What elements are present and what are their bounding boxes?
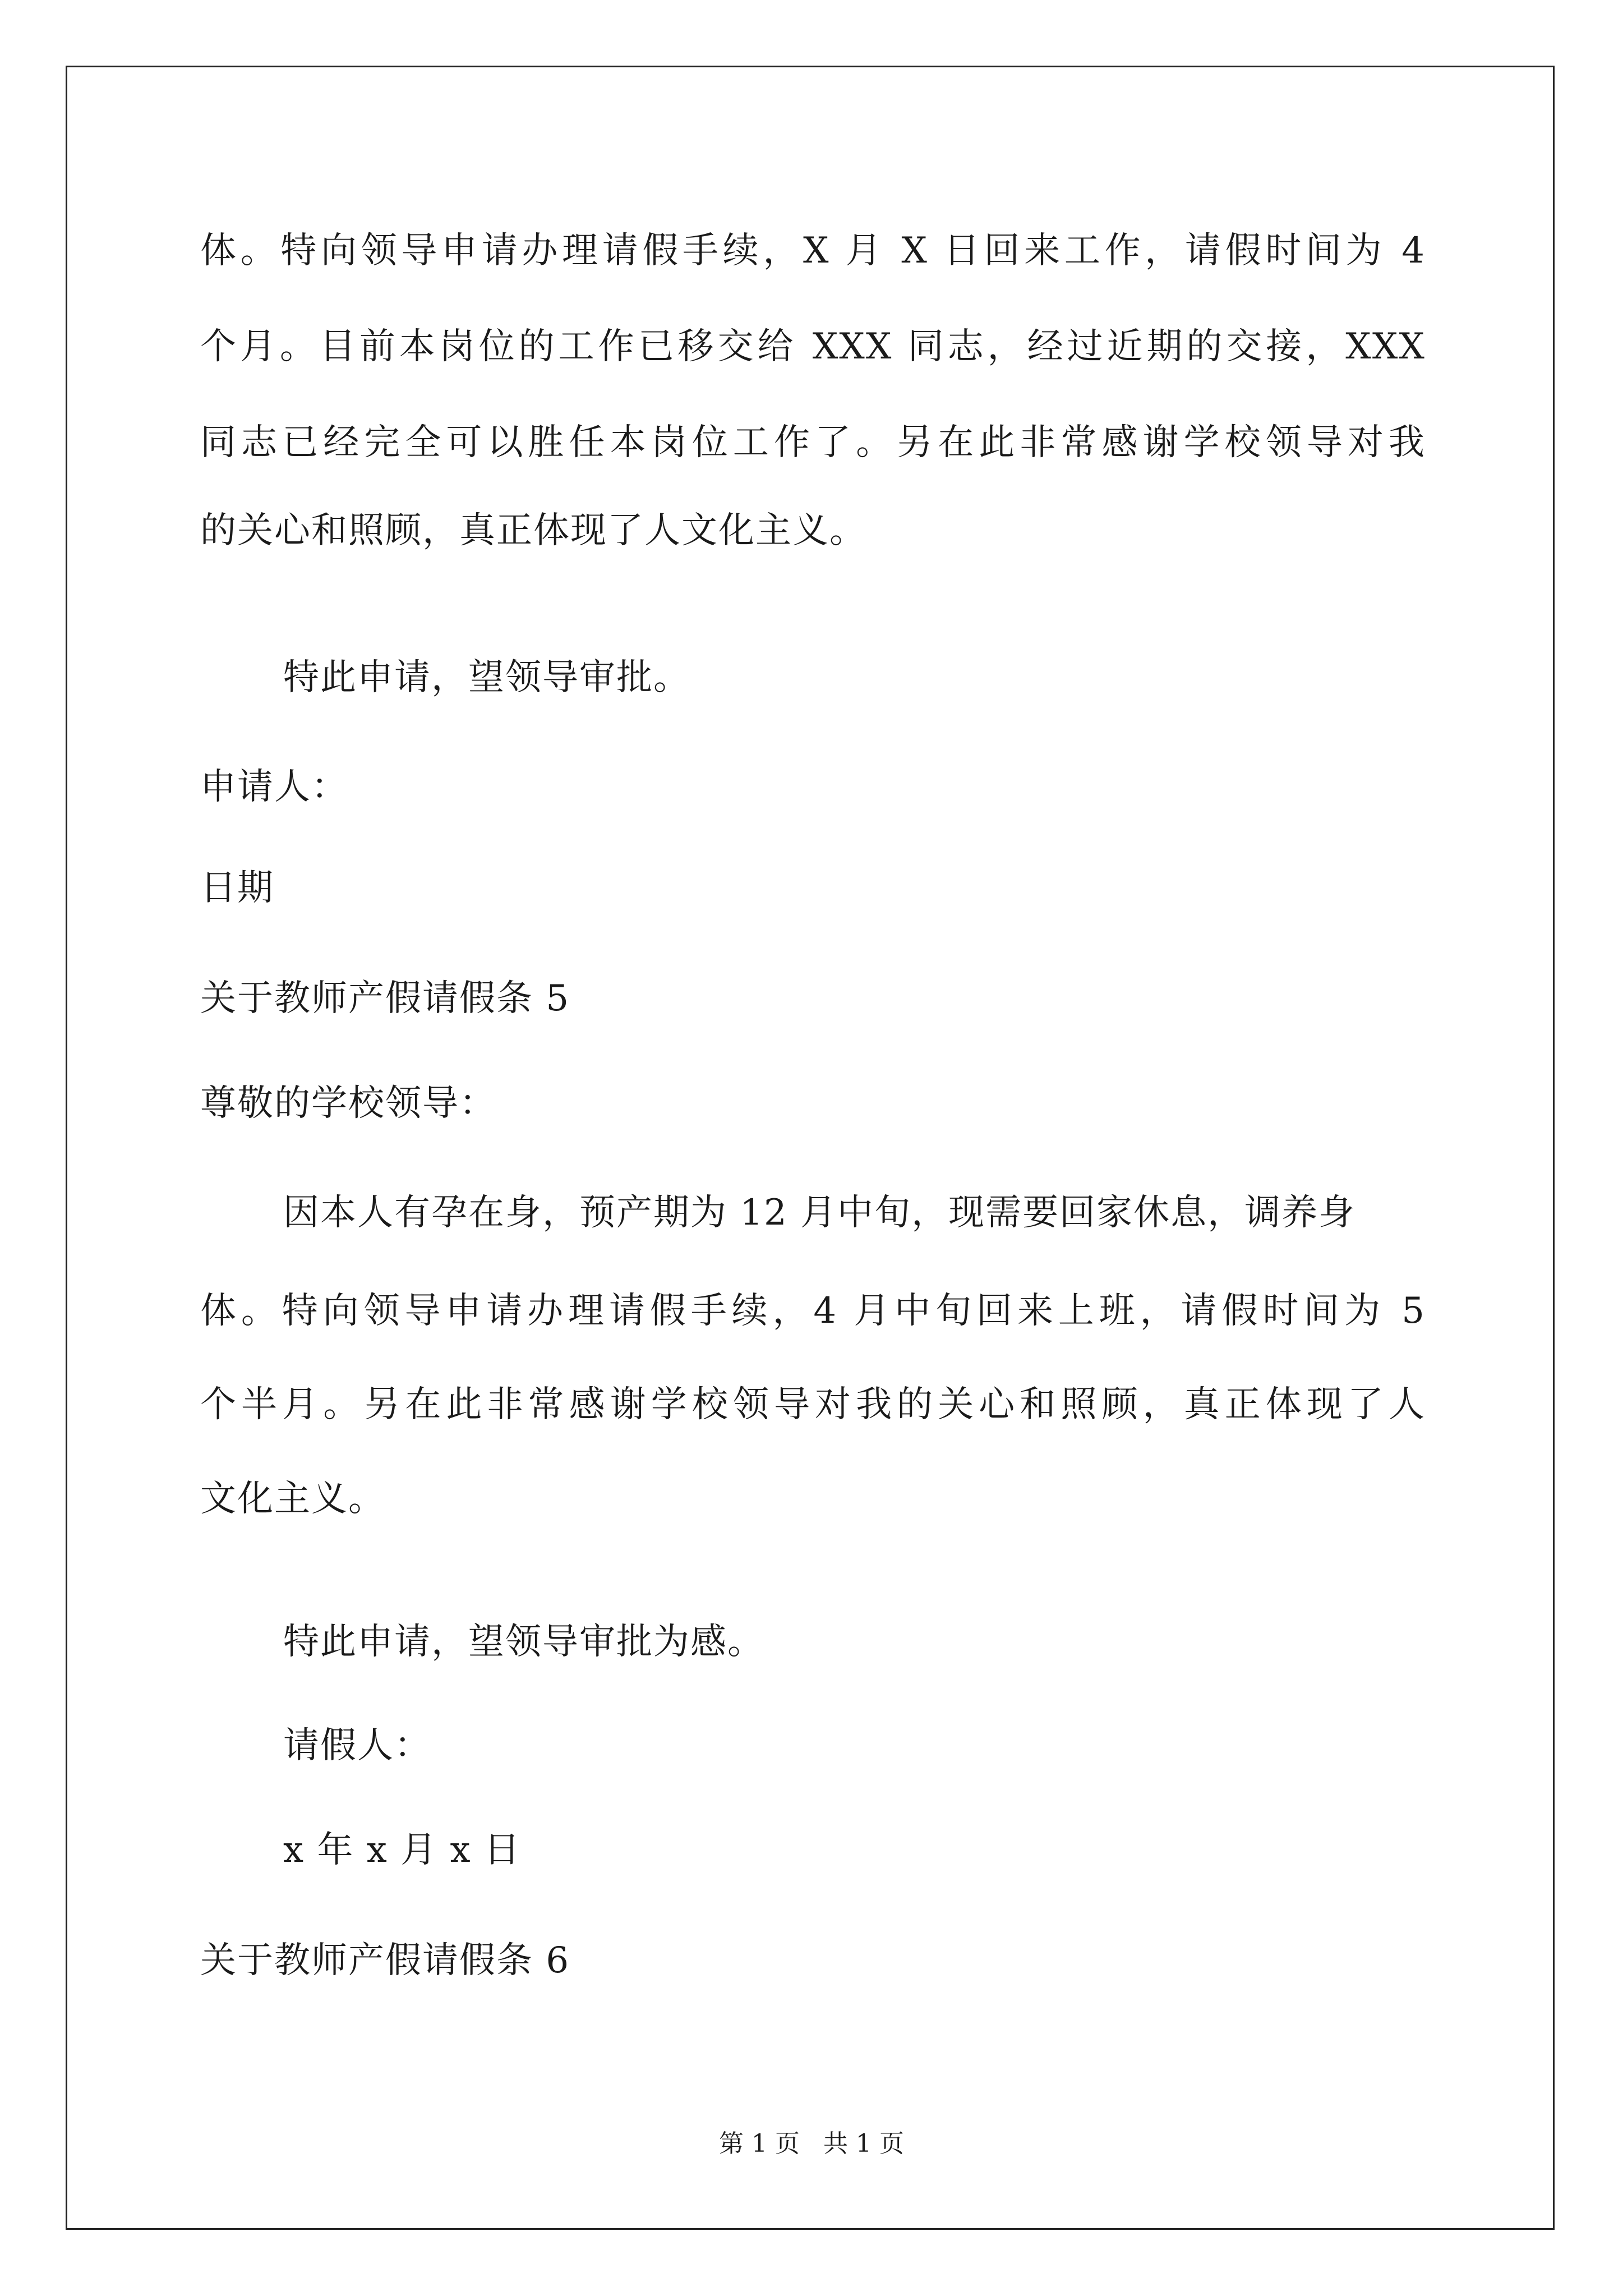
section-heading: 关于教师产假请假条 6 (200, 1940, 570, 1981)
paragraph-line: 因本人有孕在身，预产期为 12 月中旬，现需要回家休息，调养身 (283, 1192, 1356, 1234)
paragraph-line: 文化主义。 (200, 1478, 385, 1520)
page-frame (66, 66, 1555, 2230)
paragraph-line: 体。特向领导申请办理请假手续，4 月中旬回来上班，请假时间为 5 (200, 1290, 1426, 1332)
paragraph-line: 同志已经完全可以胜任本岗位工作了。另在此非常感谢学校领导对我 (200, 422, 1426, 463)
paragraph-line: 个月。目前本岗位的工作已移交给 XXX 同志，经过近期的交接，XXX (200, 326, 1426, 367)
date-label: 日期 (200, 867, 274, 909)
paragraph-line: 个半月。另在此非常感谢学校领导对我的关心和照顾，真正体现了人 (200, 1384, 1426, 1425)
closing-request-line: 特此申请，望领导审批。 (283, 657, 690, 698)
closing-request-line: 特此申请，望领导审批为感。 (283, 1621, 764, 1663)
paragraph-line: 的关心和照顾，真正体现了人文化主义。 (200, 510, 866, 551)
paragraph-line: 体。特向领导申请办理请假手续，X 月 X 日回来工作，请假时间为 4 (200, 230, 1426, 272)
salutation: 尊敬的学校领导： (200, 1083, 496, 1124)
applicant-label: 申请人： (200, 766, 348, 808)
page-footer: 第 1 页 共 1 页 (719, 2129, 904, 2158)
requester-label: 请假人： (283, 1725, 431, 1766)
date-placeholder: x 年 x 月 x 日 (283, 1829, 521, 1871)
section-heading: 关于教师产假请假条 5 (200, 978, 570, 1019)
